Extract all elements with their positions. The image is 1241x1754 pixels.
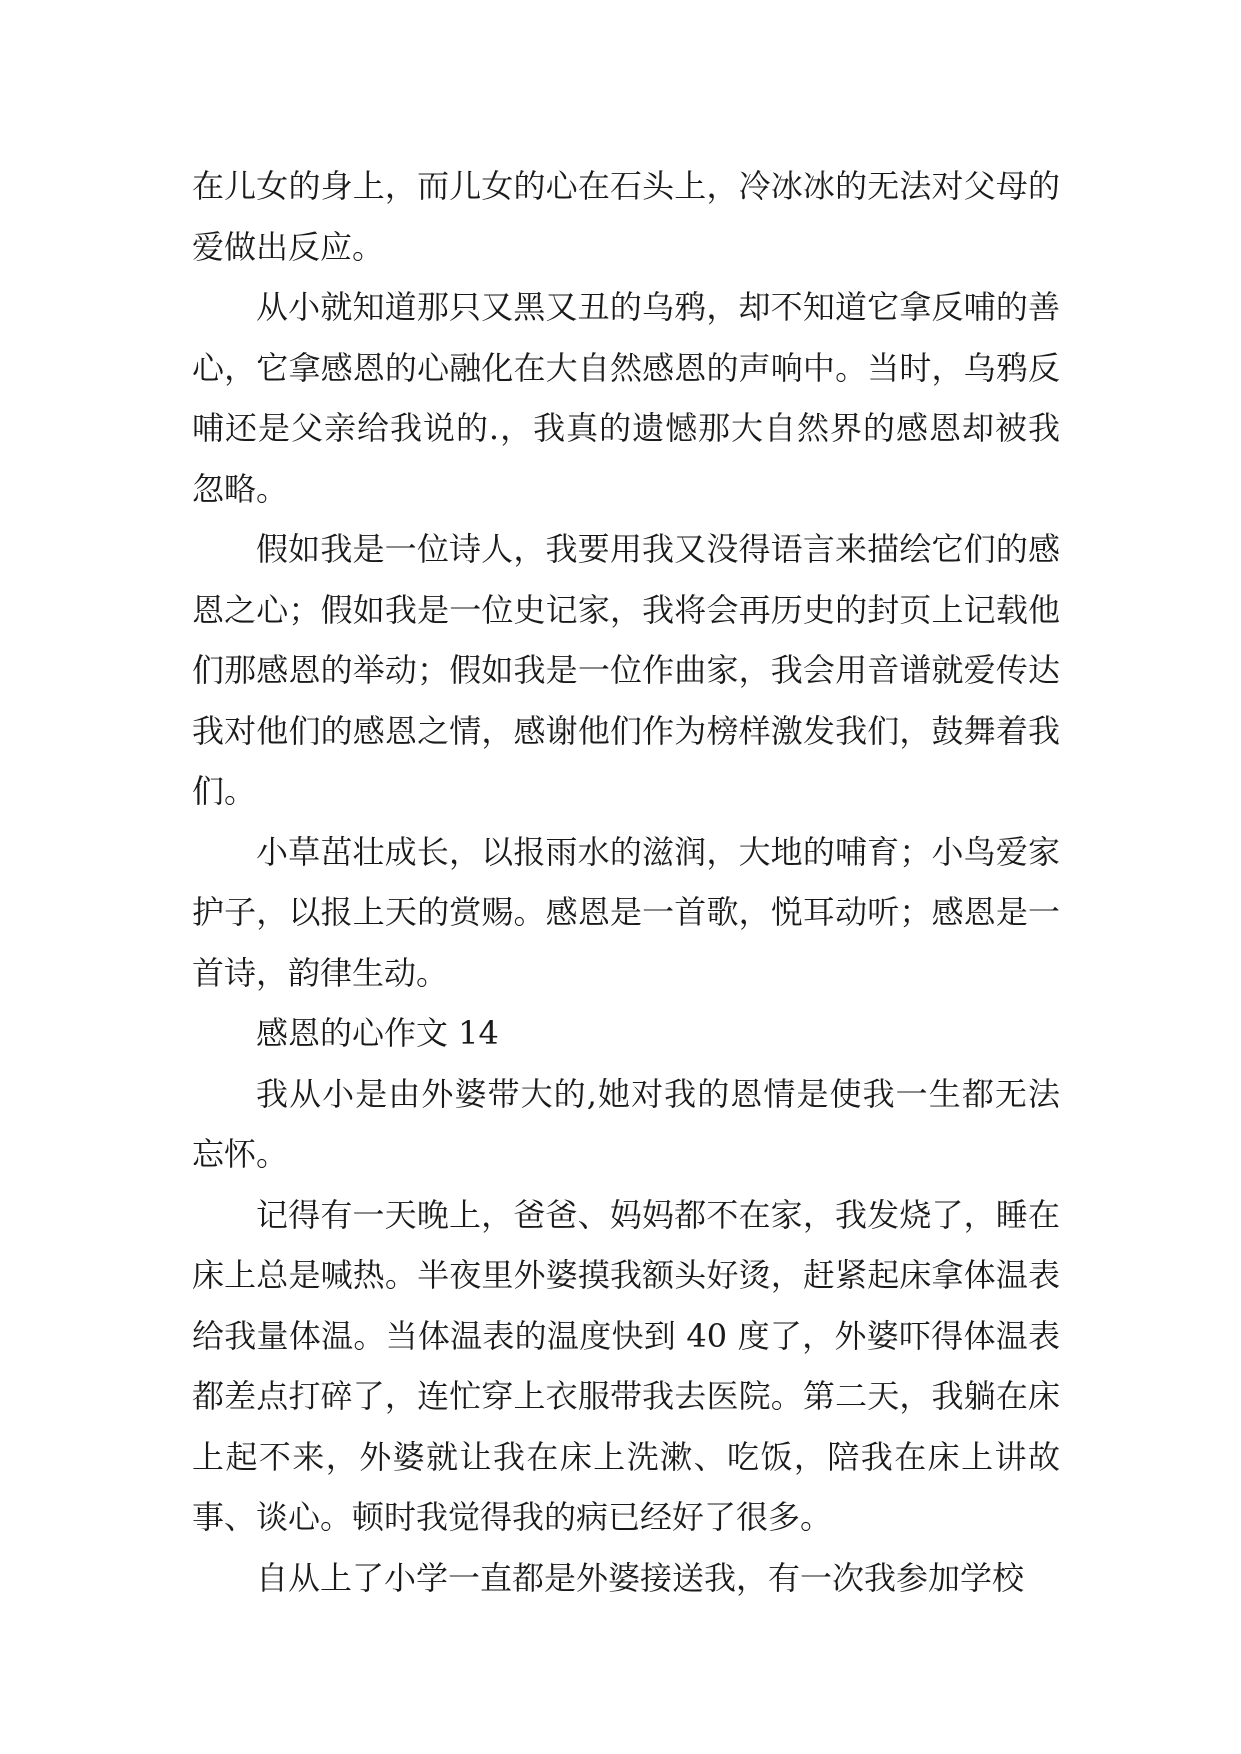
paragraph: 小草茁壮成长，以报雨水的滋润，大地的哺育；小鸟爱家护子，以报上天的赏赐。感恩是一首歌，悦耳动听；感恩是一首诗，韵律生动。 [192, 832, 1060, 992]
paragraph: 从小就知道那只又黑又丑的乌鸦，却不知道它拿反哺的善心，它拿感恩的心融化在大自然感恩的声响中。当时，乌鸦反哺还是父亲给我说的.，我真的遗憾那大自然界的感恩却被我忽略。 [192, 288, 1060, 508]
paragraph: 假如我是一位诗人，我要用我又没得语言来描绘它们的感恩之心；假如我是一位史记家，我将会再历史的封页上记载他们那感恩的举动；假如我是一位作曲家，我会用音谱就爱传达我对他们的感恩之情，感谢他们作为榜样激发我们，鼓舞着我们。 [192, 530, 1060, 810]
paragraph: 在儿女的身上，而儿女的心在石头上，冷冰冰的无法对父母的爱做出反应。 [192, 167, 1060, 266]
paragraph: 自从上了小学一直都是外婆接送我，有一次我参加学校 [256, 1558, 1025, 1597]
body-text [192, 156, 1060, 1608]
section-heading: 感恩的心作文 14 [256, 1014, 499, 1052]
paragraph: 我从小是由外婆带大的,她对我的恩情是使我一生都无法忘怀。 [192, 1074, 1060, 1173]
paragraph: 记得有一天晚上，爸爸、妈妈都不在家，我发烧了，睡在床上总是喊热。半夜里外婆摸我额头好烫，赶紧起床拿体温表给我量体温。当体温表的温度快到 40 度了，外婆吓得体温表都差点打碎了，连忙穿上衣服带我去医院。第二天，我躺在床上起不来，外婆就让我在床上洗漱、吃饭，陪我在床上讲故事、谈心。顿时我觉得我的病已经好了很多。 [192, 1195, 1060, 1536]
